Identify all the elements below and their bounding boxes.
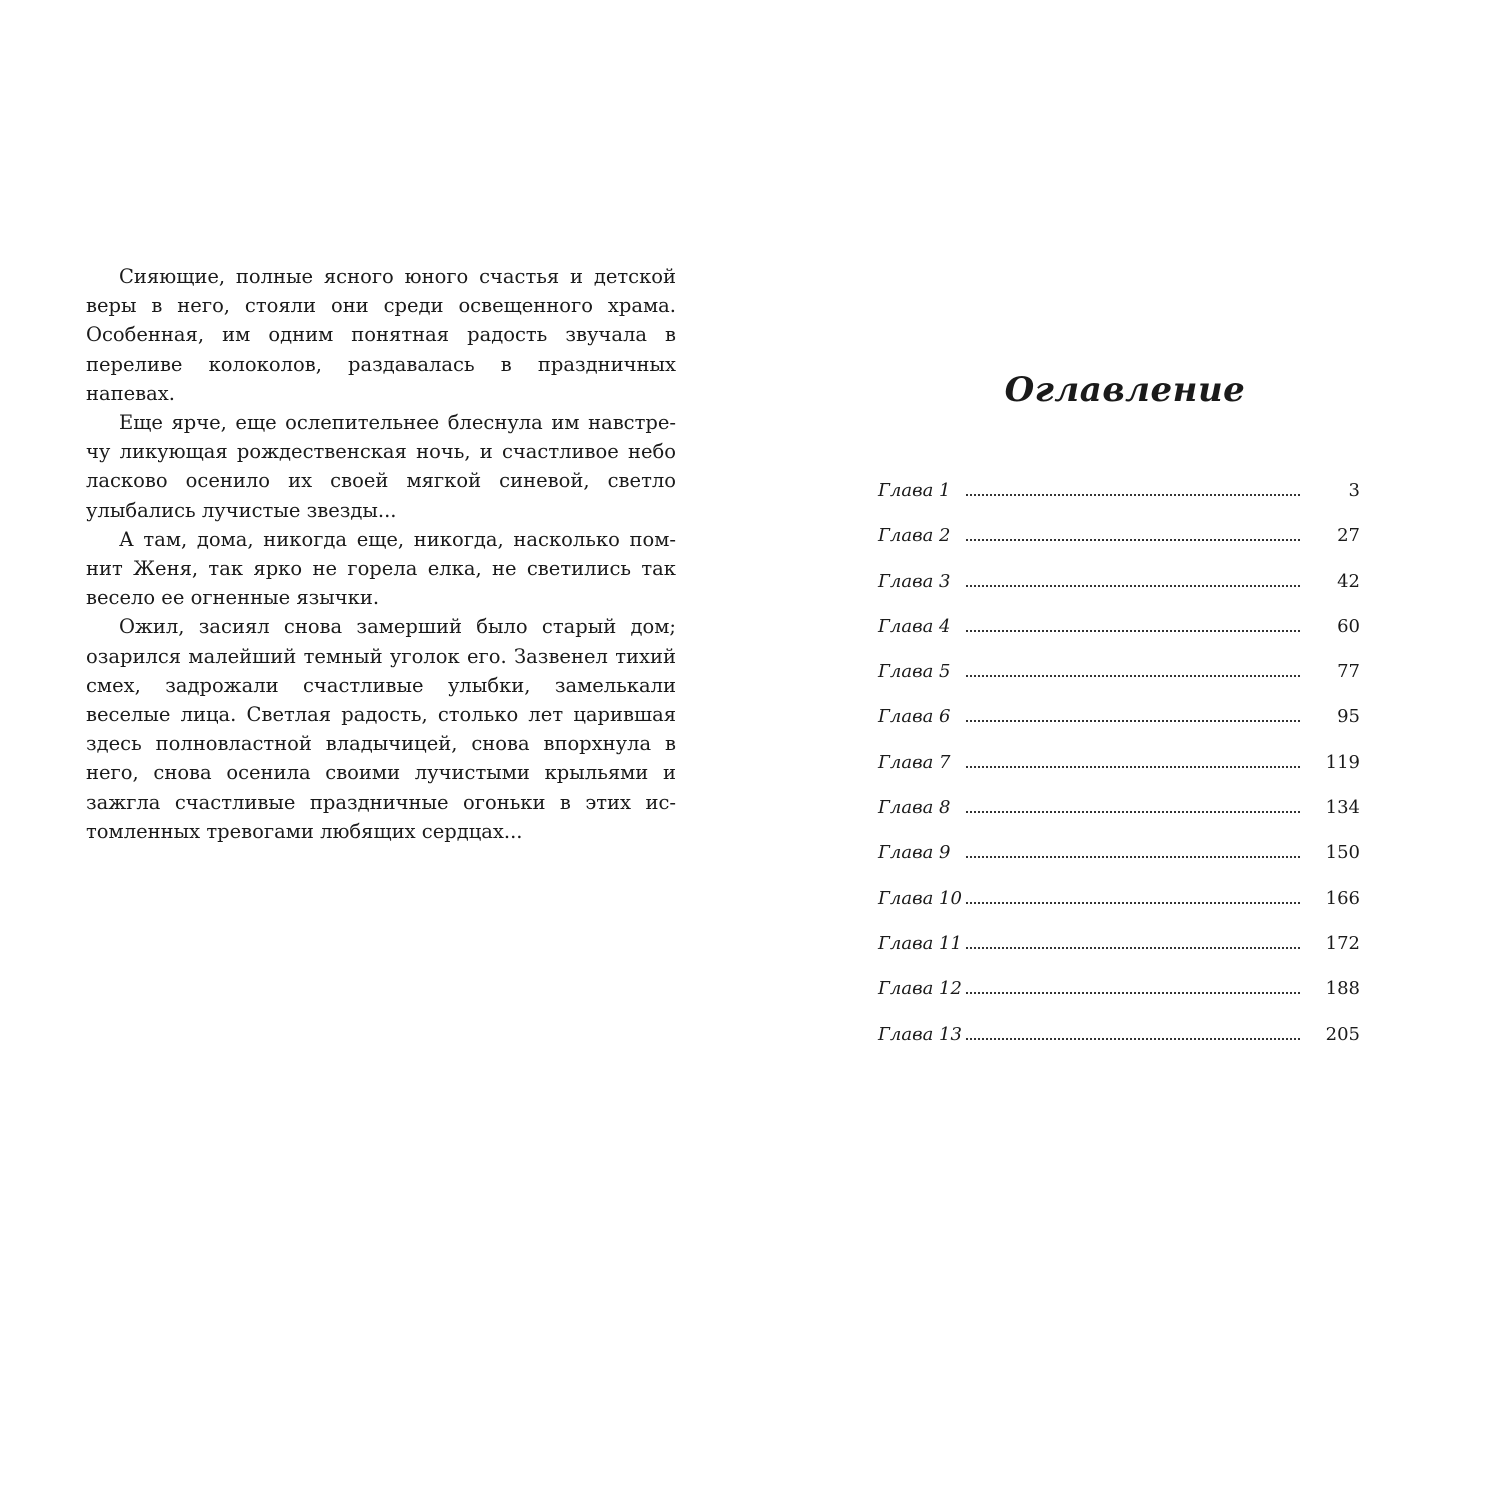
paragraph: Сияющие, полные ясного юного счастья и детской веры в него, стояли они среди освещенного храма. Особенная, им одним понятная радость звучала в переливе колоколов, раздавалась в праздничных напевах. (86, 265, 676, 405)
paragraph: Еще ярче, еще ослепительнее блеснула им навстречу ликующая рождественская ночь, и счастливое небо ласково осенило их своей мягкой синевой, светло улыбались лучистые звезды... (86, 411, 676, 522)
toc-chapter-label: Глава 8 (878, 797, 951, 819)
toc-page-number: 166 (1325, 887, 1360, 909)
dot-leader (966, 493, 1300, 496)
toc-entry[interactable] (878, 752, 1360, 797)
toc-page-number: 205 (1325, 1023, 1360, 1045)
toc-page-number: 134 (1325, 797, 1360, 819)
toc-chapter-label: Глава 4 (878, 615, 951, 637)
toc-entry[interactable] (878, 706, 1360, 751)
toc-chapter-label: Глава 9 (878, 842, 951, 864)
table-of-contents (878, 480, 1360, 1069)
dot-leader (966, 901, 1300, 904)
dot-leader (966, 946, 1300, 949)
dot-leader (966, 719, 1300, 722)
toc-chapter-label: Глава 10 (878, 887, 962, 909)
toc-entry[interactable] (878, 1024, 1360, 1069)
dot-leader (966, 765, 1300, 768)
paragraph: А там, дома, никогда еще, никогда, насколько помнит Женя, так ярко не горела елка, не светились так весело ее огненные язычки. (86, 527, 676, 610)
toc-page-number: 188 (1325, 978, 1360, 1000)
toc-page-number: 42 (1337, 570, 1360, 592)
toc-entry[interactable] (878, 933, 1360, 978)
toc-chapter-label: Глава 6 (878, 706, 951, 728)
dot-leader (966, 674, 1300, 677)
toc-entry[interactable] (878, 616, 1360, 661)
toc-chapter-label: Глава 1 (878, 480, 951, 501)
toc-page-number: 150 (1325, 842, 1360, 864)
dot-leader (966, 991, 1300, 994)
toc-title: Оглавление (1004, 370, 1246, 410)
dot-leader (966, 584, 1300, 587)
paragraph: Ожил, засиял снова замерший было старый дом; озарился малейший темный уголок его. Зазвенел тихий смех, задрожали счастливые улыбки, замелькали веселые лица. Светлая радость, столько лет царившая здесь полновластной владычицей, снова впорхнула в него, снова осенила своими лучистыми крыльями и зажгла счастливые праздничные огоньки в этих истомленных тревогами любящих сердцах... (86, 615, 676, 843)
dot-leader (966, 538, 1300, 541)
dot-leader (966, 855, 1300, 858)
toc-entry[interactable] (878, 978, 1360, 1023)
toc-chapter-label: Глава 3 (878, 570, 951, 592)
toc-entry[interactable] (878, 571, 1360, 616)
dot-leader (966, 810, 1300, 813)
toc-page-number: 119 (1325, 751, 1360, 773)
toc-entry[interactable] (878, 797, 1360, 842)
toc-chapter-label: Глава 12 (878, 978, 962, 1000)
toc-page-number: 172 (1325, 932, 1360, 954)
dot-leader (966, 629, 1300, 632)
toc-page-number: 27 (1337, 525, 1360, 547)
right-page (878, 360, 1360, 1045)
toc-entry[interactable] (878, 480, 1360, 525)
toc-entry[interactable] (878, 525, 1360, 570)
story-text (86, 262, 676, 846)
toc-page-number: 95 (1337, 706, 1360, 728)
toc-chapter-label: Глава 13 (878, 1023, 962, 1045)
toc-chapter-label: Глава 5 (878, 661, 951, 683)
toc-chapter-label: Глава 11 (878, 932, 962, 954)
toc-entry[interactable] (878, 661, 1360, 706)
toc-entry[interactable] (878, 888, 1360, 933)
toc-page-number: 3 (1348, 480, 1360, 501)
dot-leader (966, 1037, 1300, 1040)
toc-entry[interactable] (878, 842, 1360, 887)
toc-chapter-label: Глава 2 (878, 525, 951, 547)
toc-chapter-label: Глава 7 (878, 751, 951, 773)
toc-page-number: 60 (1337, 615, 1360, 637)
toc-page-number: 77 (1337, 661, 1360, 683)
left-page (86, 262, 676, 846)
